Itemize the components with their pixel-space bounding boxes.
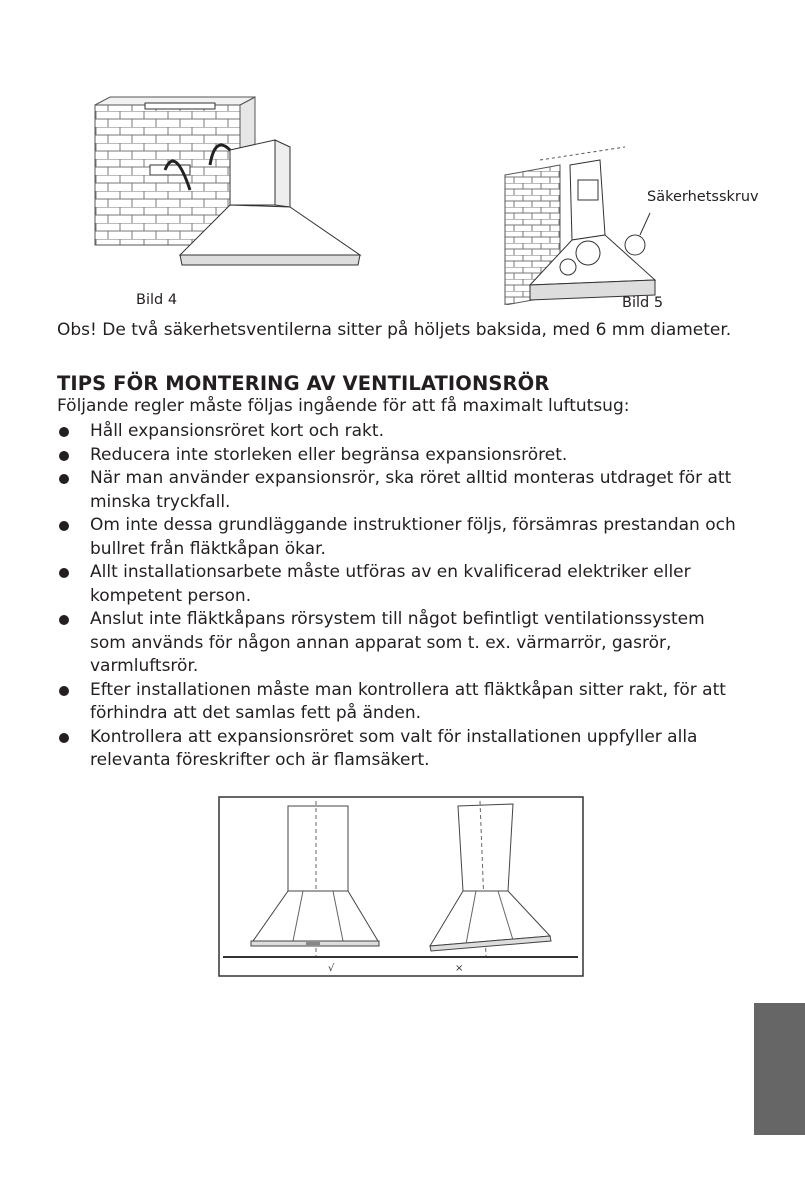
side-tab bbox=[754, 1003, 805, 1135]
bild5-illustration bbox=[500, 135, 670, 305]
tip-text: När man använder expansionsrör, ska röret alltid monteras utdraget för att minska tryckfall. bbox=[90, 468, 732, 512]
list-item bbox=[57, 608, 757, 679]
bild4-caption: Bild 4 bbox=[136, 292, 178, 308]
tip-text: Allt installationsarbete måste utföras av en kvalificerad elektriker eller kompetent person. bbox=[90, 562, 691, 606]
list-item bbox=[57, 420, 757, 444]
section-intro: Följande regler måste följas ingående för att få maximalt luftutsug: bbox=[57, 396, 630, 416]
bullet-icon bbox=[59, 427, 69, 437]
bullet-icon bbox=[59, 451, 69, 461]
bild5-label: Säkerhetsskruv bbox=[647, 189, 759, 205]
bild5-caption: Bild 5 bbox=[622, 295, 664, 311]
correct-mark: √ bbox=[328, 963, 335, 974]
list-item bbox=[57, 467, 757, 514]
tip-text: Kontrollera att expansionsröret som valt för installationen uppfyller alla relevanta föreskrifter och är flamsäkert. bbox=[90, 726, 698, 770]
bullet-icon bbox=[59, 568, 69, 578]
bullet-icon bbox=[59, 686, 69, 696]
section-heading: TIPS FÖR MONTERING AV VENTILATIONSRÖR bbox=[57, 372, 550, 395]
bullet-icon bbox=[59, 474, 69, 484]
comparison-figure bbox=[218, 796, 584, 978]
tip-text: Anslut inte fläktkåpans rörsystem till något befintligt ventilationssystem som används för någon annan apparat som t. ex. värmarrör, gasrör, varmluftsrör. bbox=[90, 609, 705, 676]
tip-text: Reducera inte storleken eller begränsa expansionsröret. bbox=[90, 444, 568, 465]
list-item bbox=[57, 679, 757, 726]
list-item bbox=[57, 561, 757, 608]
list-item bbox=[57, 444, 757, 468]
tip-text: Om inte dessa grundläggande instruktioner följs, försämras prestandan och bullret från fläktkåpan ökar. bbox=[90, 515, 736, 559]
bullet-icon bbox=[59, 733, 69, 743]
bullet-icon bbox=[59, 615, 69, 625]
tip-text: Håll expansionsröret kort och rakt. bbox=[90, 421, 384, 441]
tip-text: Efter installationen måste man kontrollera att fläktkåpan sitter rakt, för att förhindra att det samlas fett på änden. bbox=[90, 679, 726, 723]
bild4-illustration bbox=[90, 95, 380, 280]
bullet-icon bbox=[59, 521, 69, 531]
note-text: Obs! De två säkerhetsventilerna sitter på höljets baksida, med 6 mm diameter. bbox=[57, 320, 732, 340]
tips-list bbox=[57, 420, 757, 773]
list-item bbox=[57, 514, 757, 561]
wrong-mark: × bbox=[455, 963, 464, 974]
list-item bbox=[57, 726, 757, 773]
